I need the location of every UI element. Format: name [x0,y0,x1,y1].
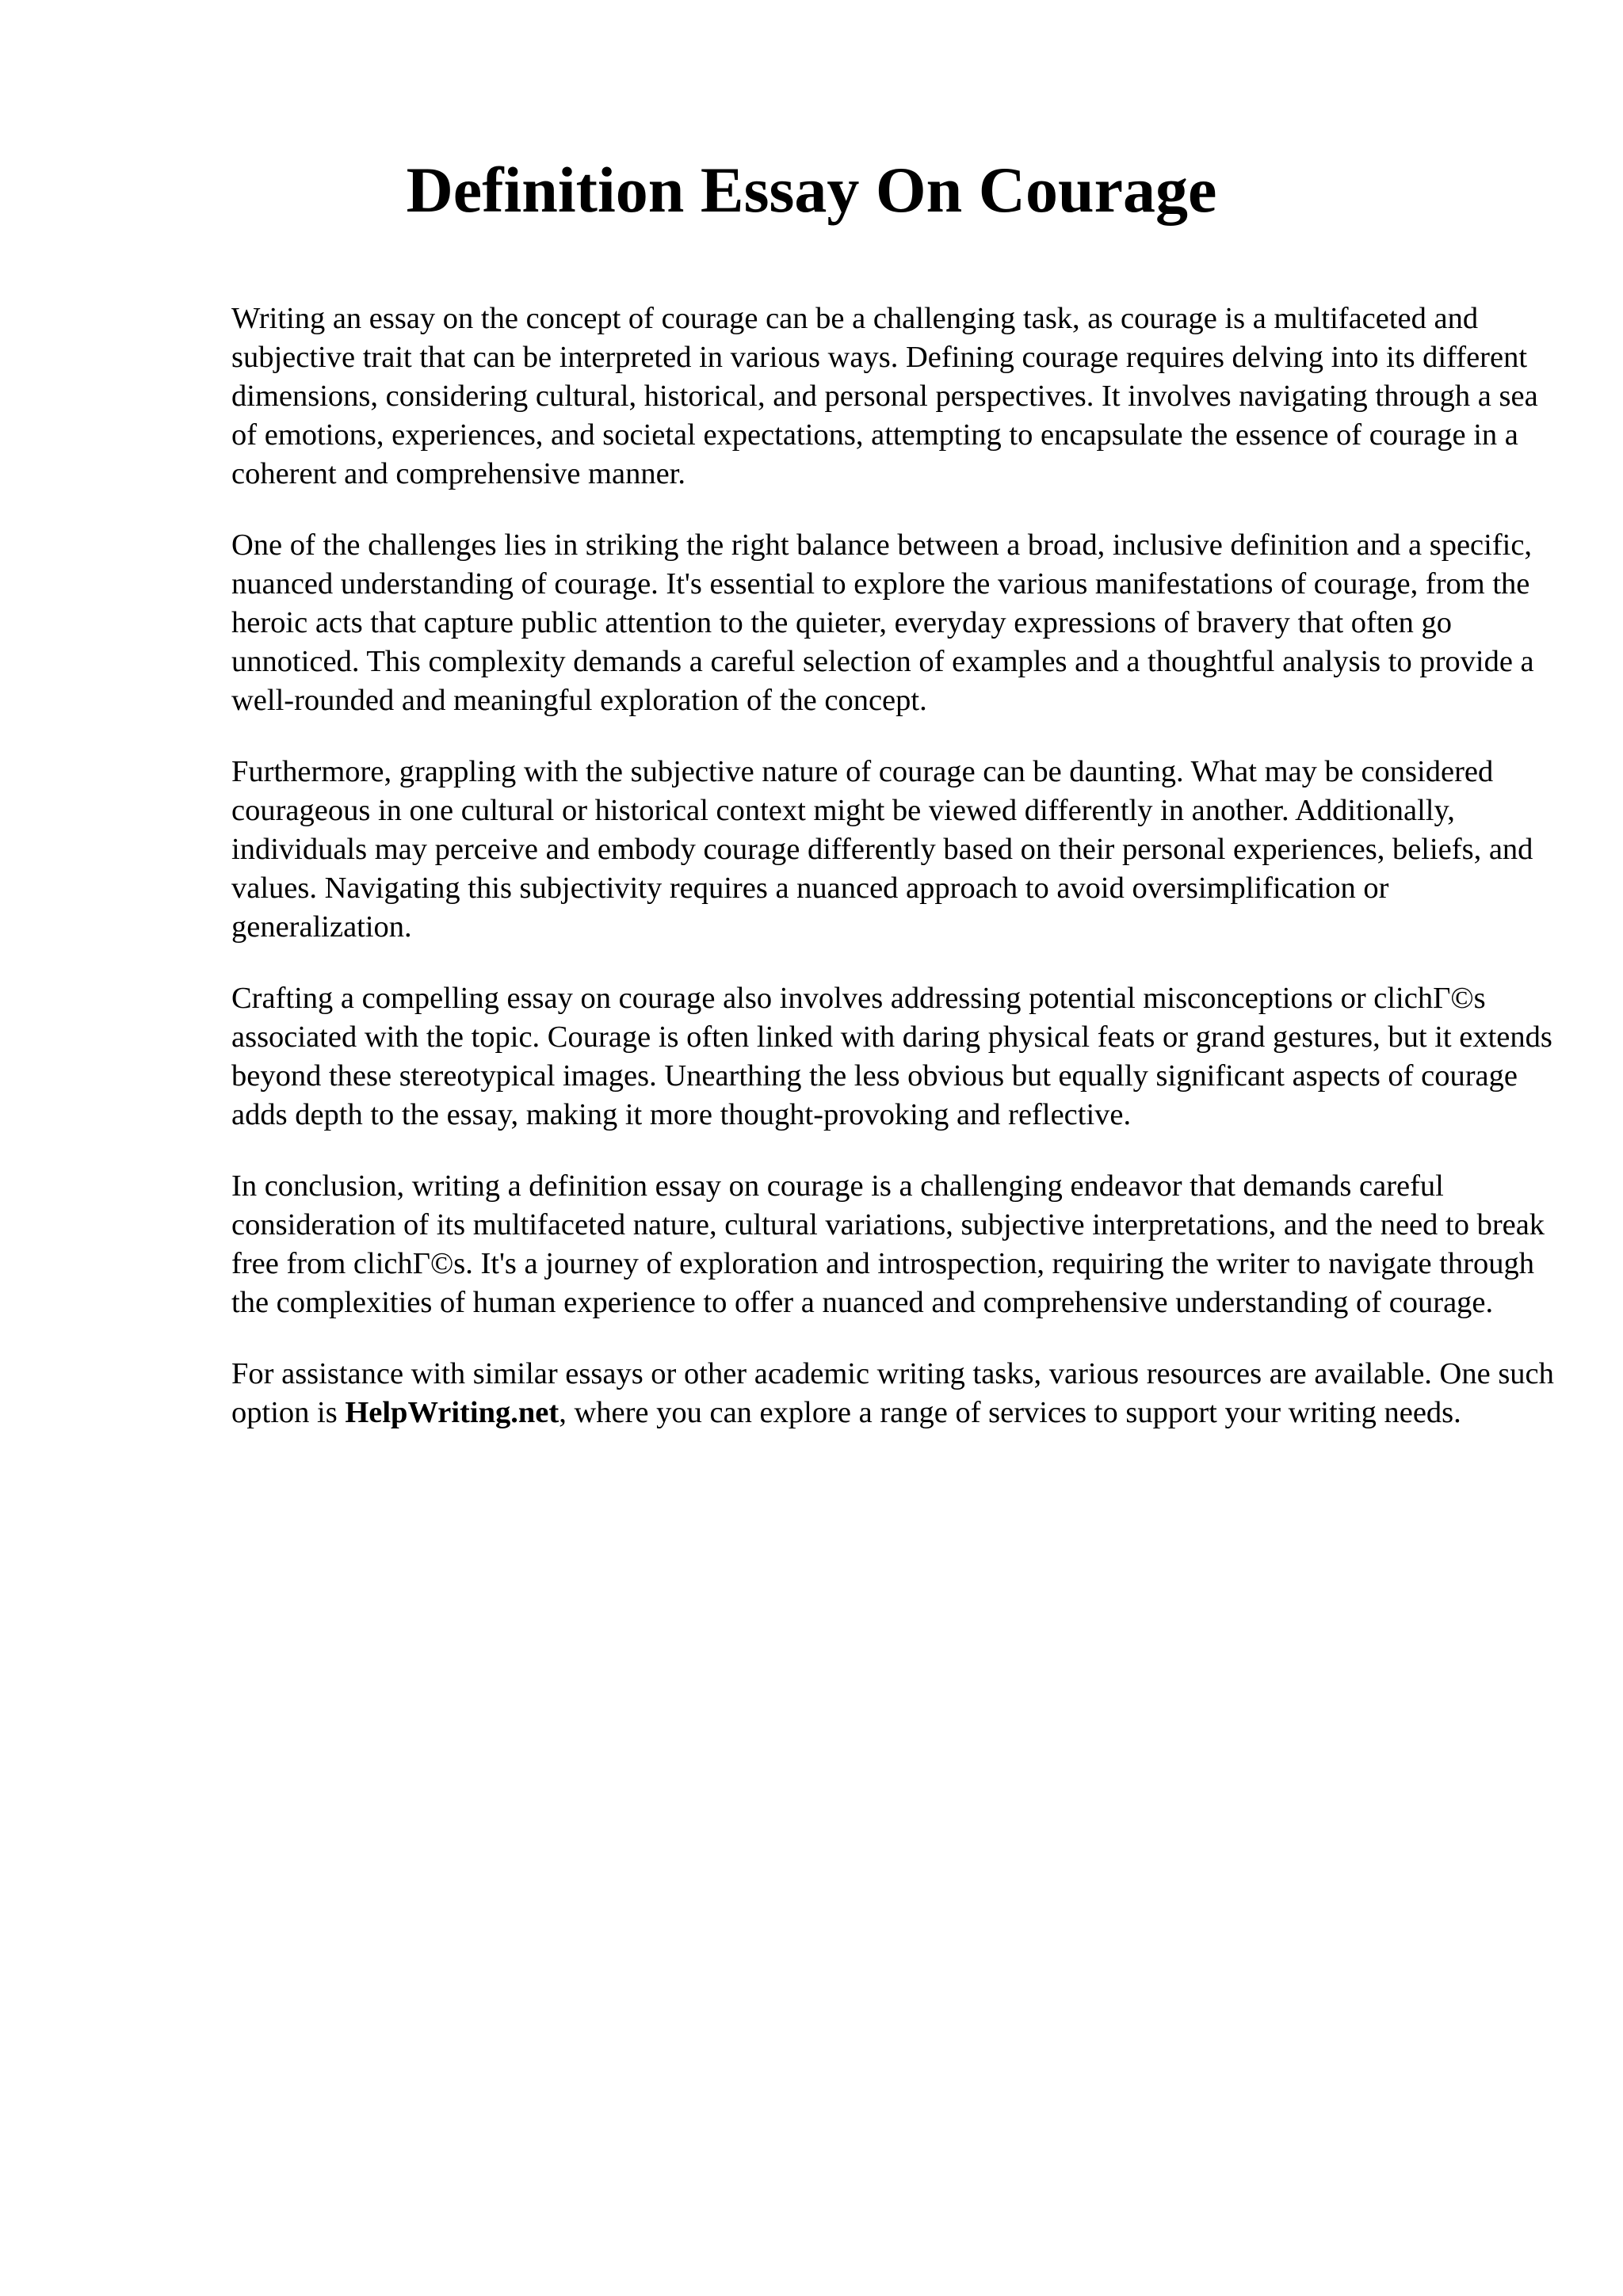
paragraph-2: One of the challenges lies in striking the right balance between a broad, inclusive definition and a specific, nuanced understanding of courage. It's essential to explore the various manifestations of courage, from the heroic acts that capture public attention to the quieter, everyday expressions of bravery that often go unnoticed. This complexity demands a careful selection of examples and a thoughtful analysis to provide a well-rounded and meaningful exploration of the concept. [231,528,1534,717]
closing-text-before: For assistance with similar essays or other academic writing tasks, various resources are available. One such option is [231,1357,1554,1429]
paragraph-1: Writing an essay on the concept of courage can be a challenging task, as courage is a multifaceted and subjective trait that can be interpreted in various ways. Defining courage requires delving into its different dimensions, considering cultural, historical, and personal perspectives. It involves navigating through a sea of emotions, experiences, and societal expectations, attempting to encapsulate the essence of courage in a coherent and comprehensive manner. [231,302,1538,490]
page-title: Definition Essay On Courage [406,154,1217,226]
helpwriting-link[interactable]: HelpWriting.net [345,1396,559,1429]
closing-paragraph [231,1355,1571,1432]
paragraph-4: Crafting a compelling essay on courage also involves addressing potential misconceptions or clichΓ©s associated with the topic. Courage is often linked with daring physical feats or grand gestures, but it extends beyond these stereotypical images. Unearthing the less obvious but equally significant aspects of courage adds depth to the essay, making it more thought-provoking and reflective. [231,982,1552,1131]
closing-text-after: , where you can explore a range of services to support your writing needs. [559,1396,1461,1429]
paragraph-3: Furthermore, grappling with the subjective nature of courage can be daunting. What may be considered courageous in one cultural or historical context might be viewed differently in another. Additionally, individuals may perceive and embody courage differently based on their personal experiences, beliefs, and values. Navigating this subjectivity requires a nuanced approach to avoid oversimplification or generalization. [231,755,1533,944]
essay-body [231,299,1571,1465]
paragraph-5: In conclusion, writing a definition essay on courage is a challenging endeavor that demands careful consideration of its multifaceted nature, cultural variations, subjective interpretations, and the need to break free from clichΓ©s. It's a journey of exploration and introspection, requiring the writer to navigate through the complexities of human experience to offer a nuanced and comprehensive understanding of courage. [231,1169,1545,1319]
